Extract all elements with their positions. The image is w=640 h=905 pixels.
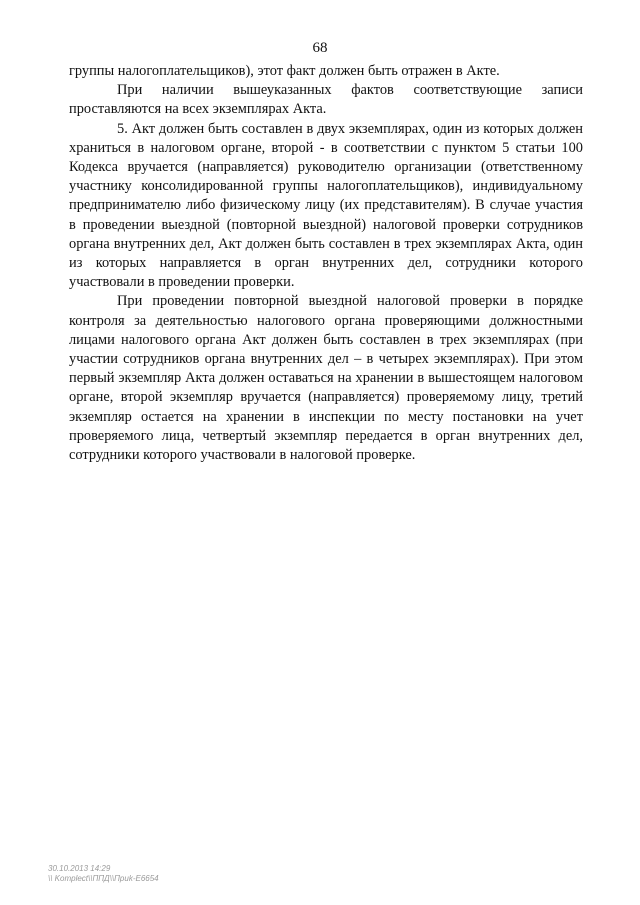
paragraph-continuation: группы налогоплательщиков), этот факт должен быть отражен в Акте.	[69, 63, 500, 79]
paragraph-repeat-audit: При проведении повторной выездной налоговой проверки в порядке контроля за деятельностью налогового органа проверяющими должностными лицами налогового органа Акт должен быть составлен в трех экземплярах (при участии сотрудников органа внутренних дел – в четырех экземплярах). При этом первый экземпляр Акта должен оставаться на хранении в вышестоящем налоговом органе, второй экземпляр вручается (направляется) проверяемому лицу, третий экземпляр остается на хранении в инспекции по месту постановки на учет проверяемого лица, четвертый экземпляр передается в орган внутренних дел, сотрудники которого участвовали в налоговой проверке.	[69, 293, 583, 464]
footer-file-path: \\ Komplect\\ППД\\Приk-E6654	[48, 874, 159, 883]
footer-timestamp: 30.10.2013 14:29	[48, 864, 111, 873]
paragraph-item-5: 5. Акт должен быть составлен в двух экземплярах, один из которых должен храниться в налоговом органе, второй - в соответствии с пунктом 5 статьи 100 Кодекса вручается (направляется) руководителю организации (ответственному участнику консолидированной группы налогоплательщиков), индивидуальному предпринимателю либо физическому лицу (их представителям). В случае участия в проведении выездной (повторной выездной) налоговой проверки сотрудников органа внутренних дел, Акт должен быть составлен в трех экземплярах Акта, один из которых направляется в орган внутренних дел, сотрудники которого участвовали в проведении проверки.	[69, 120, 583, 291]
page-number: 68	[312, 40, 328, 56]
paragraph-records-note: При наличии вышеуказанных фактов соответствующие записи проставляются на всех экземплярах Акта.	[69, 82, 583, 118]
document-footer	[48, 864, 159, 884]
document-body	[69, 62, 583, 465]
